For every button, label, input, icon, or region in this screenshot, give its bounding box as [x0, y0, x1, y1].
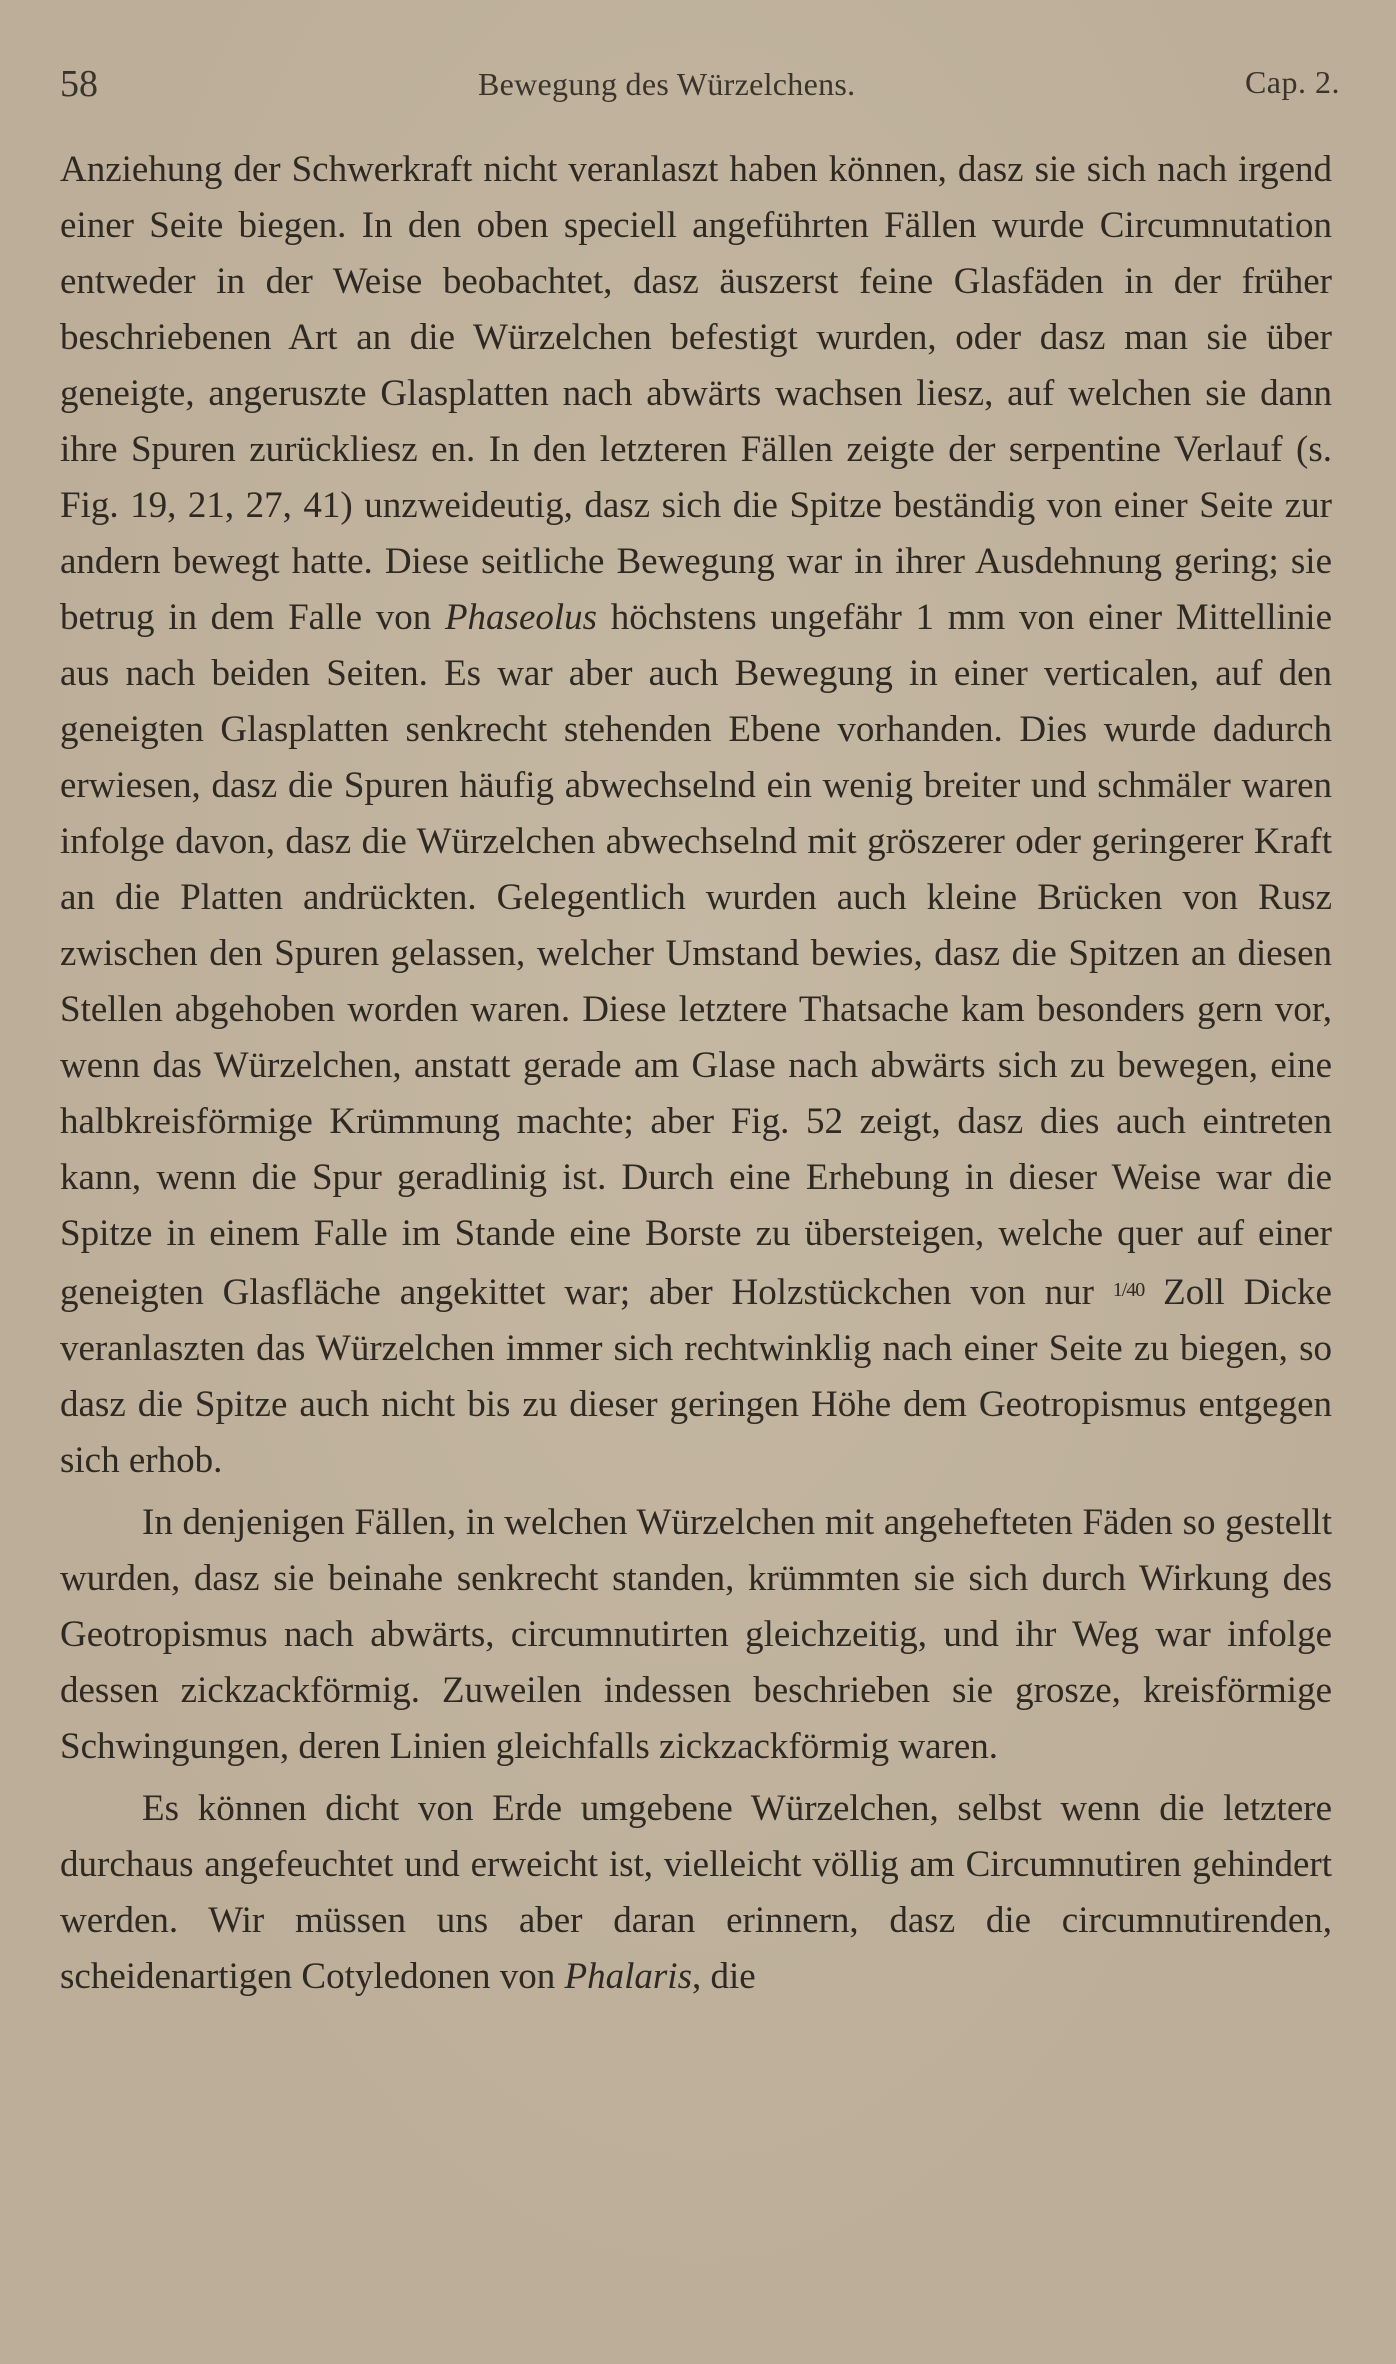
paragraph-3-text-a: Es können dicht von Erde umgebene Würzelchen, selbst wenn die letztere durchaus angefeuchtet und erweicht ist, vielleicht völlig am Circumnutiren gehindert werden. Wir müssen uns aber daran erinnern, dasz die circumnutirenden, scheidenartigen Cotyledonen von: [60, 1788, 1332, 1997]
paragraph-1-text-a: Anziehung der Schwerkraft nicht veranlaszt haben können, dasz sie sich nach irgend einer Seite biegen. In den oben speciell angeführten Fällen wurde Circumnutation entweder in der Weise beobachtet, dasz äuszerst feine Glasfäden in der früher beschriebenen Art an die Würzelchen befestigt wurden, oder dasz man sie über geneigte, angeruszte Glasplatten nach abwärts wachsen liesz, auf welchen sie dann ihre Spuren zurückliesz en. In den letzteren Fällen zeigte der serpentine Verlauf (s. Fig. 19, 21, 27, 41) unzweideutig, dasz sich die Spitze beständig von einer Seite zur andern bewegt hatte. Diese seitliche Bewegung war in ihrer Ausdehnung gering; sie betrug in dem Falle von: [60, 149, 1332, 638]
chapter-label: Cap. 2.: [1244, 64, 1340, 100]
fraction: 1/40: [1112, 1279, 1145, 1301]
taxon-phalaris: Phalaris: [564, 1956, 692, 1997]
paragraph-1-text-b: höchstens ungefähr 1 mm von einer Mittellinie aus nach beiden Seiten. Es war aber auch Bewegung in einer verticalen, auf den geneigten Glasplatten senkrecht stehenden Ebene vorhanden. Dies wurde dadurch erwiesen, dasz die Spuren häufig abwechselnd ein wenig breiter und schmäler waren infolge davon, dasz die Würzelchen abwechselnd mit gröszerer oder geringerer Kraft an die Platten andrückten. Gelegentlich wurden auch kleine Brücken von Rusz zwischen den Spuren gelassen, welcher Umstand bewies, dasz die Spitzen an diesen Stellen abgehoben worden waren. Diese letztere Thatsache kam besonders gern vor, wenn das Würzelchen, anstatt gerade am Glase nach abwärts sich zu bewegen, eine halbkreisförmige Krümmung machte; aber Fig. 52 zeigt, dasz dies auch eintreten kann, wenn die Spur geradlinig ist. Durch eine Erhebung in dieser Weise war die Spitze in einem Falle im Stande eine Borste zu übersteigen, welche quer auf einer geneigten Glasfläche angekittet war; aber Holzstückchen von nur: [60, 597, 1332, 1313]
page-header: [60, 62, 1340, 112]
paragraph-3-text-b: , die: [691, 1956, 756, 1997]
body-text: [60, 142, 1332, 2011]
running-title: Bewegung des Würzelchens.: [478, 66, 856, 102]
taxon-phaseolus: Phaseolus: [444, 597, 598, 638]
paragraph-1-text-c: Zoll Dicke veranlaszten das Würzelchen immer sich rechtwinklig nach einer Seite zu biegen, so dasz die Spitze auch nicht bis zu dieser geringen Höhe dem Geotropismus entgegen sich erhob.: [60, 1272, 1332, 1481]
page-number: 58: [60, 63, 98, 105]
paragraph-3: [60, 1781, 1332, 2005]
paragraph-1: [60, 142, 1332, 1489]
paragraph-2: In denjenigen Fällen, in welchen Würzelchen mit angehefteten Fäden so gestellt wurden, dasz sie beinahe senkrecht standen, krümmten sie sich durch Wirkung des Geotropismus nach abwärts, circumnutirten gleichzeitig, und ihr Weg war infolge dessen zickzackförmig. Zuweilen indessen beschrieben sie grosze, kreisförmige Schwingungen, deren Linien gleichfalls zickzackförmig waren.: [60, 1502, 1332, 1767]
